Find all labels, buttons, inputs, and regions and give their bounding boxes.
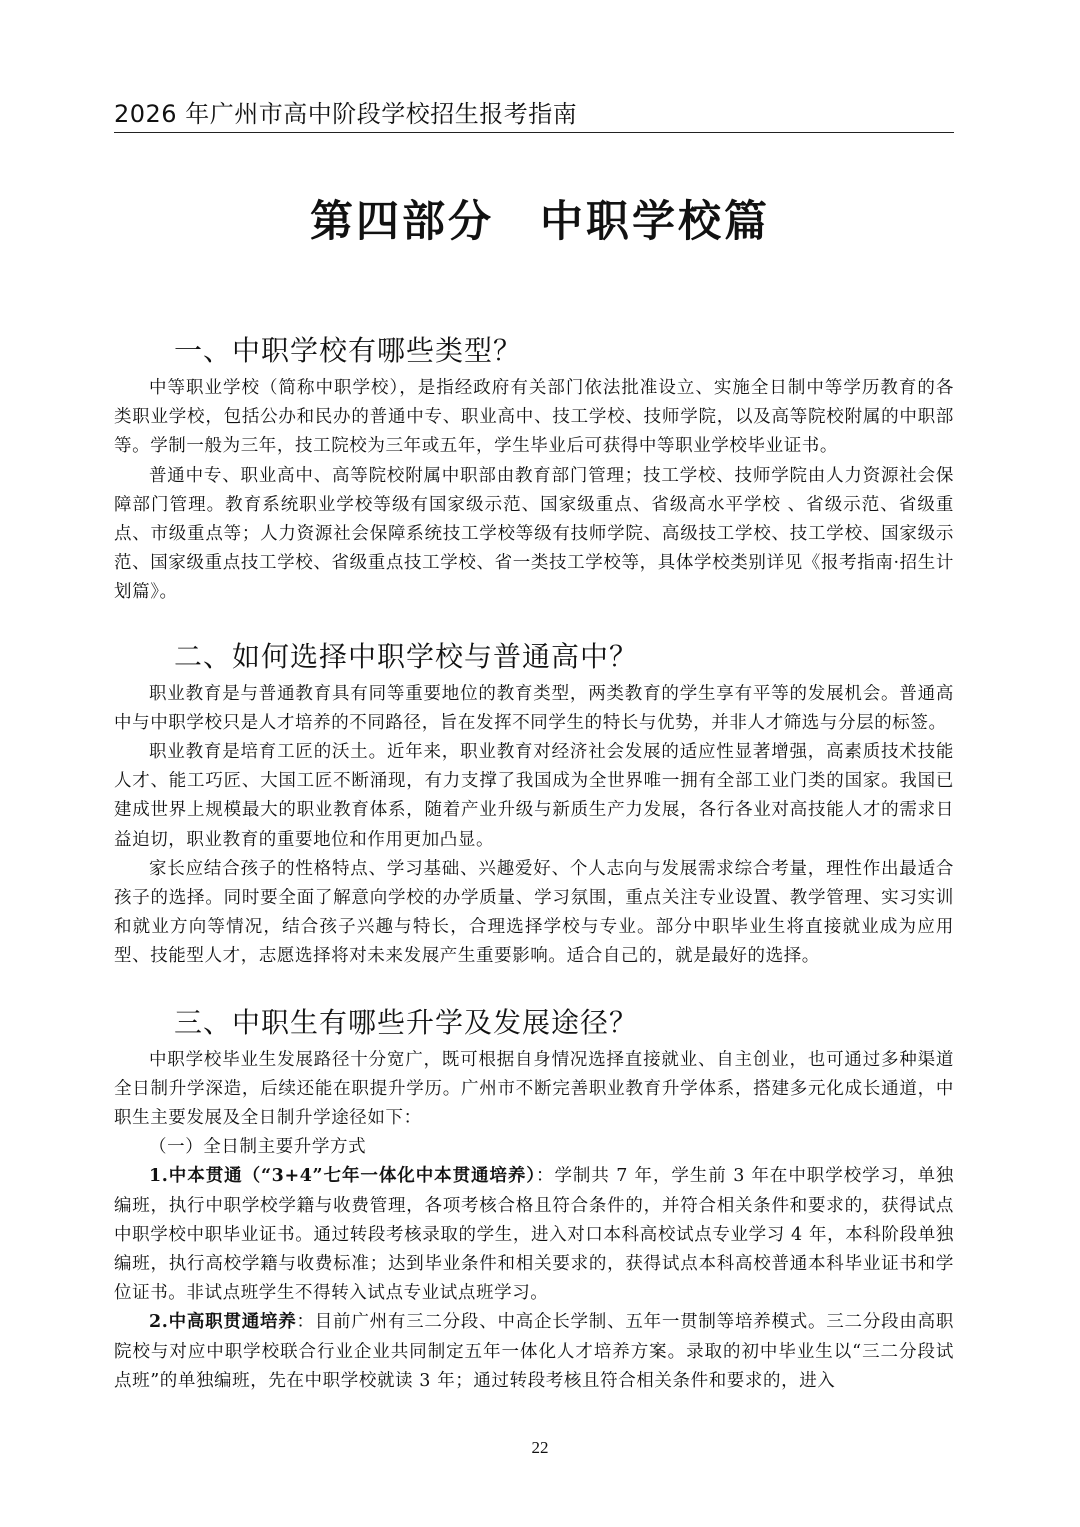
item-text: ：目前广州有三二分段、中高企长学制、五年一贯制等培养模式。三二分段由高职院校与对应中职学校联合行业企业共同制定五年一体化人才培养方案。录取的初中毕业生以“三二分段试点班”的单独编班，先在中职学校就读 3 年；通过转段考核且符合相关条件和要求的，进入 — [114, 1312, 954, 1391]
part-title: 第四部分 中职学校篇 — [310, 197, 770, 247]
paragraph: 中等职业学校（简称中职学校），是指经政府有关部门依法批准设立、实施全日制中等学历教育的各类职业学校，包括公办和民办的普通中专、职业高中、技工学校、技师学院，以及高等院校附属的中职部等。学制一般为三年，技工院校为三年或五年，学生毕业后可获得中等职业学校毕业证书。 — [114, 378, 954, 457]
subheading: （一）全日制主要升学方式 — [149, 1137, 367, 1158]
running-header: 2026 年广州市高中阶段学校招生报考指南 — [114, 96, 954, 133]
paragraph: 职业教育是与普通教育具有同等重要地位的教育类型，两类教育的学生享有平等的发展机会。普通高中与中职学校只是人才培养的不同路径，旨在发挥不同学生的特长与优势，并非人才筛选与分层的标签。 — [114, 683, 954, 733]
section-choose — [114, 634, 954, 972]
list-item-zhongben — [114, 1162, 954, 1308]
section-types — [114, 328, 954, 608]
item-label: 1.中本贯通（“3+4”七年一体化中本贯通培养） — [149, 1166, 537, 1187]
paragraph: 家长应结合孩子的性格特点、学习基础、兴趣爱好、个人志向与发展需求综合考量，理性作出最适合孩子的选择。同时要全面了解意向学校的办学质量、学习氛围，重点关注专业设置、教学管理、实习实训和就业方向等情况，结合孩子兴趣与特长，合理选择学校与专业。部分中职毕业生将直接就业成为应用型、技能型人才，志愿选择将对未来发展产生重要影响。适合自己的，就是最好的选择。 — [114, 858, 954, 967]
paragraph: 普通中专、职业高中、高等院校附属中职部由教育部门管理；技工学校、技师学院由人力资源社会保障部门管理。教育系统职业学校等级有国家级示范、国家级重点、省级高水平学校 、省级示范、省级重点、市级重点等；人力资源社会保障系统技工学校等级有技师学院、高级技工学校、技工学校、国家级示范、国家级重点技工学校、省级重点技工学校、省一类技工学校等，具体学校类别详见《报考指南·招生计划篇》。 — [114, 465, 954, 603]
section-heading: 三、中职生有哪些升学及发展途径？ — [174, 1005, 639, 1039]
section-heading: 一、中职学校有哪些类型？ — [174, 334, 523, 367]
item-label: 2.中高职贯通培养 — [149, 1312, 297, 1333]
section-pathways — [114, 1000, 954, 1396]
item-text: ：学制共 7 年，学生前 3 年在中职学校学习，单独编班，执行中职学校学籍与收费管理，各项考核合格且符合条件的，并符合相关条件和要求的，获得试点中职学校中职毕业证书。通过转段考核录取的学生，进入对口本科高校试点专业学习 4 年，本科阶段单独编班，执行高校学籍与收费标准；达到毕业条件和相关要求的，获得试点本科高校普通本科毕业证书和学位证书。非试点班学生不得转入试点专业试点班学习。 — [114, 1166, 954, 1304]
paragraph: 中职学校毕业生发展路径十分宽广，既可根据自身情况选择直接就业、自主创业，也可通过多种渠道全日制升学深造，后续还能在职提升学历。广州市不断完善职业教育升学体系，搭建多元化成长通道，中职生主要发展及全日制升学途径如下： — [114, 1049, 954, 1129]
section-heading: 二、如何选择中职学校与普通高中？ — [174, 639, 639, 673]
page-number: 22 — [531, 1438, 549, 1457]
body-content — [114, 322, 954, 1396]
list-item-zhonggao — [114, 1308, 954, 1396]
paragraph: 职业教育是培育工匠的沃土。近年来，职业教育对经济社会发展的适应性显著增强，高素质技术技能人才、能工巧匠、大国工匠不断涌现，有力支撑了我国成为全世界唯一拥有全部工业门类的国家。我国已建成世界上规模最大的职业教育体系，随着产业升级与新质生产力发展，各行各业对高技能人才的需求日益迫切，职业教育的重要地位和作用更加凸显。 — [114, 742, 954, 850]
